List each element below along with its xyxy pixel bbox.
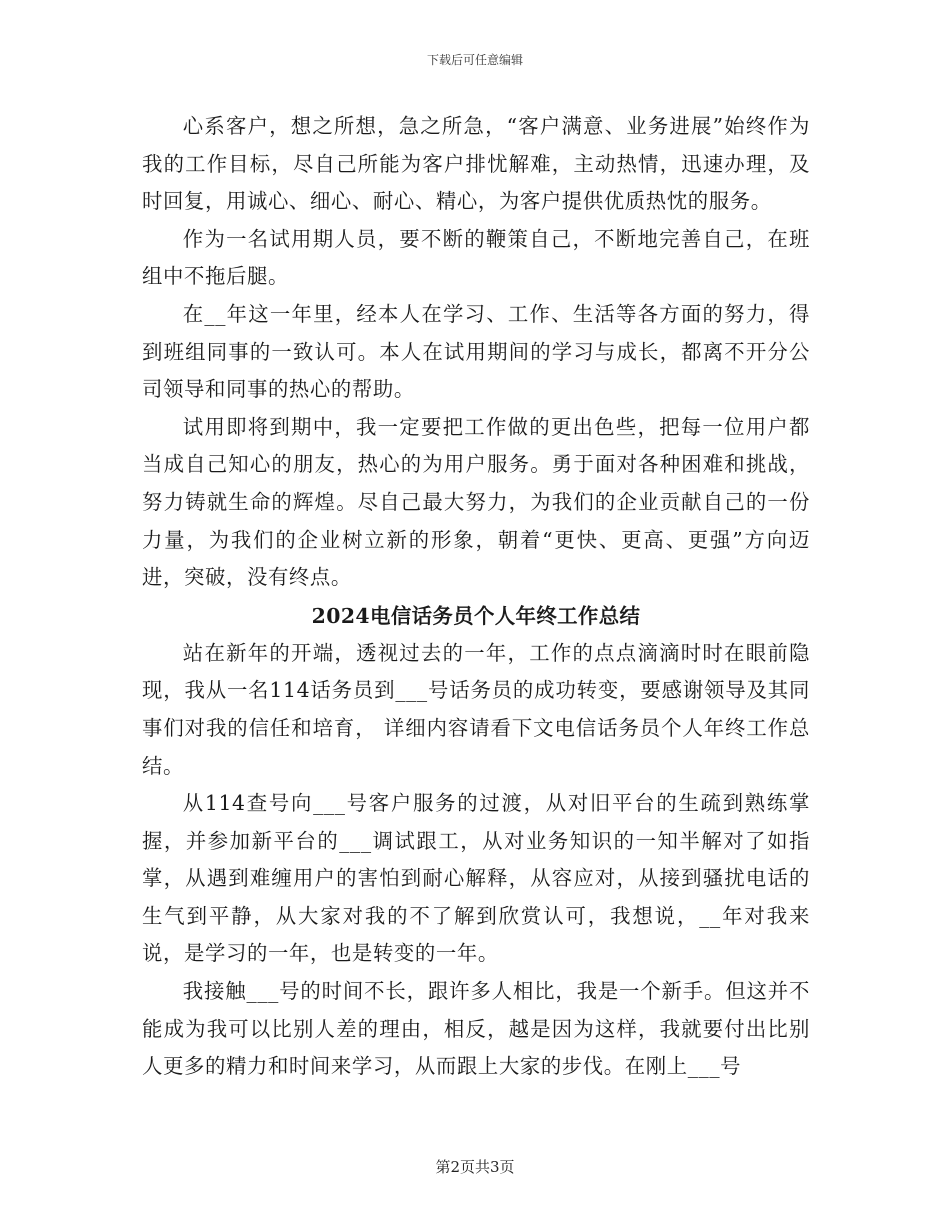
page-header-note: 下载后可任意编辑: [426, 53, 523, 67]
paragraph: 作为一名试用期人员，要不断的鞭策自己，不断地完善自己，在班组中不拖后腿。: [142, 226, 810, 289]
document-body: [142, 108, 810, 1086]
section-title: 2024电信话务员个人年终工作总结: [311, 603, 641, 628]
paragraph: 我接触___号的时间不长，跟许多人相比，我是一个新手。但这并不能成为我可以比别人差的理由，相反，越是因为这样，我就要付出比别人更多的精力和时间来学习，从而跟上大家的步伐。在刚上___号: [142, 979, 810, 1079]
paragraph: 试用即将到期中，我一定要把工作做的更出色些，把每一位用户都当成自己知心的朋友，热心的为用户服务。勇于面对各种困难和挑战，努力铸就生命的辉煌。尽自己最大努力，为我们的企业贡献自己的一份力量，为我们的企业树立新的形象，朝着“更快、更高、更强”方向迈进，突破，没有终点。: [142, 414, 810, 590]
paragraph: 心系客户，想之所想，急之所急，“客户满意、业务进展”始终作为我的工作目标，尽自己所能为客户排忧解难，主动热情，迅速办理，及时回复，用诚心、细心、耐心、精心，为客户提供优质热忱的服务。: [142, 114, 810, 214]
paragraph: 在__年这一年里，经本人在学习、工作、生活等各方面的努力，得到班组同事的一致认可。本人在试用期间的学习与成长，都离不开分公司领导和同事的热心的帮助。: [142, 301, 810, 402]
page-number: 第2页共3页: [435, 1158, 515, 1176]
paragraph: 站在新年的开端，透视过去的一年，工作的点点滴滴时时在眼前隐现，我从一名114话务员到___号话务员的成功转变，要感谢领导及其同事们对我的信任和培育， 详细内容请看下文电信话务员个人年终工作总结。: [142, 640, 810, 778]
paragraph: 从114查号向___号客户服务的过渡，从对旧平台的生疏到熟练掌握，并参加新平台的___调试跟工，从对业务知识的一知半解对了如指掌，从遇到难缠用户的害怕到耐心解释，从容应对，从接到骚扰电话的生气到平静，从大家对我的不了解到欣赏认可，我想说，__年对我来说，是学习的一年，也是转变的一年。: [142, 791, 810, 966]
